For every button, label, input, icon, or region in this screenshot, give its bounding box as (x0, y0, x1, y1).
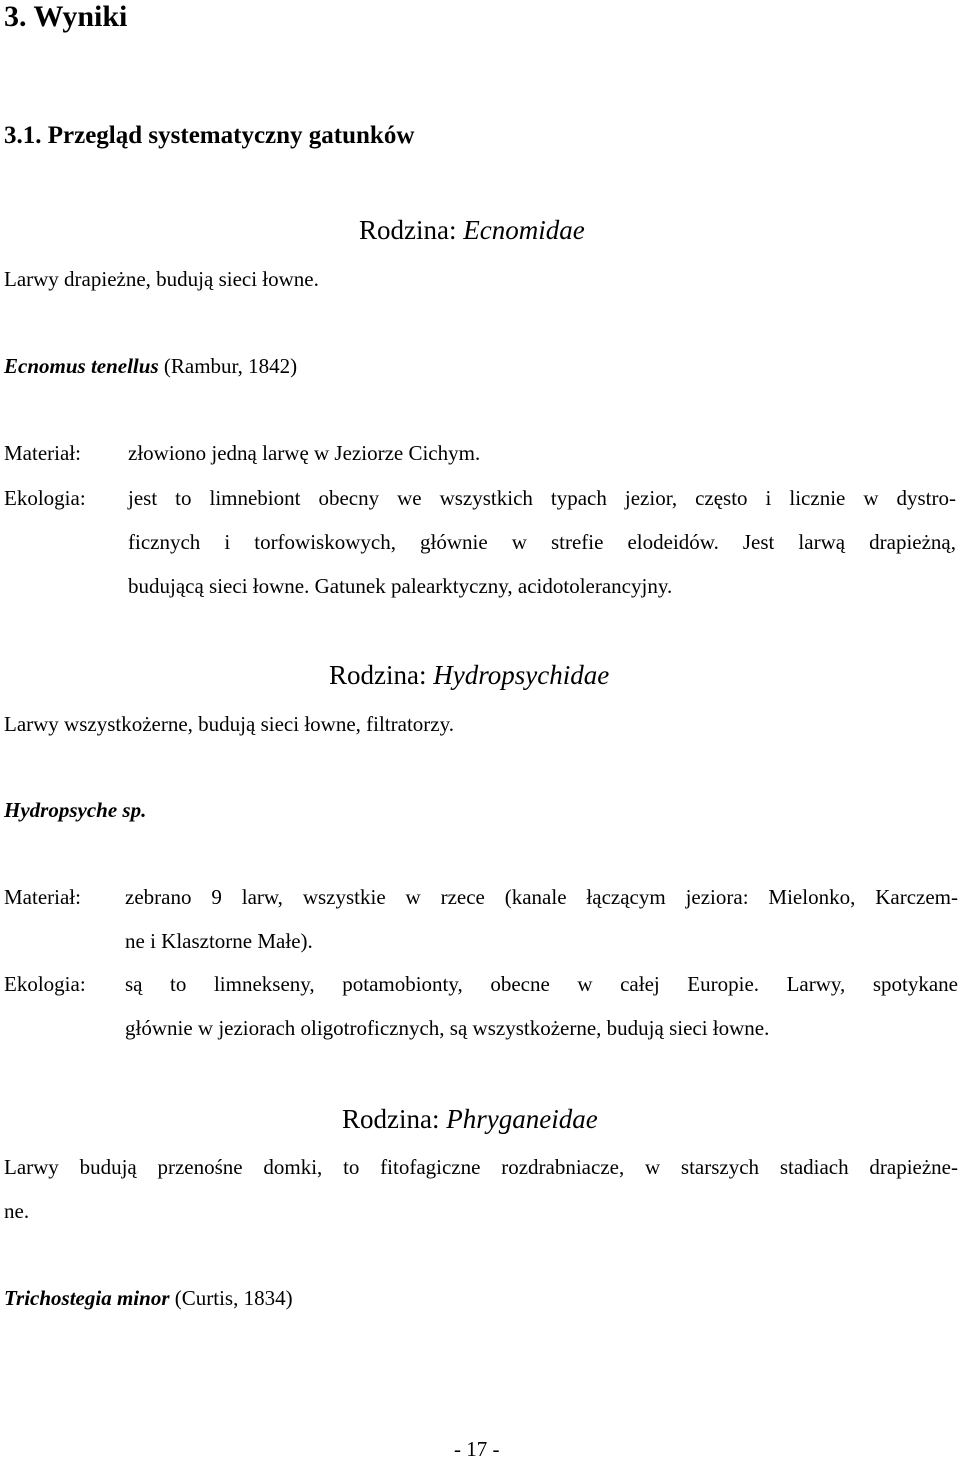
species-entry (4, 797, 146, 823)
species-entry (4, 1285, 293, 1311)
species-entry (4, 353, 297, 379)
ecology-line: jest to limnebiont obecny we wszystkich typach jezior, często i licznie w dystro- (128, 486, 956, 510)
material-label: Materiał: (4, 885, 81, 909)
family-description: Larwy wszystkożerne, budują sieci łowne, filtratorzy. (4, 712, 454, 736)
species-author: (Rambur, 1842) (158, 354, 298, 378)
material-line: zebrano 9 larw, wszystkie w rzece (kanale łączącym jeziora: Mielonko, Karczem- (125, 885, 958, 909)
species-name: Ecnomus tenellus (4, 354, 159, 378)
family-description-line: ne. (4, 1199, 30, 1223)
ecology-line: głównie w jeziorach oligotroficznych, są wszystkożerne, budują sieci łowne. (125, 1016, 770, 1040)
family-description: Larwy drapieżne, budują sieci łowne. (4, 267, 319, 291)
material-label: Materiał: (4, 441, 81, 465)
ecology-label: Ekologia: (4, 972, 86, 996)
family-heading-ecnomidae (359, 214, 585, 246)
material-line: ne i Klasztorne Małe). (125, 929, 313, 953)
page-number: - 17 - (454, 1437, 500, 1461)
ecology-line: ficznych i torfowiskowych, głównie w strefie elodeidów. Jest larwą drapieżną, (128, 530, 956, 554)
family-prefix: Rodzina: (359, 215, 464, 245)
section-heading: 3.1. Przegląd systematyczny gatunków (4, 122, 415, 149)
ecology-line: budującą sieci łowne. Gatunek palearktyczny, acidotolerancyjny. (128, 574, 673, 598)
species-author: (Curtis, 1834) (169, 1286, 293, 1310)
family-heading-hydropsychidae (329, 659, 609, 691)
species-name: Hydropsyche sp. (4, 798, 147, 822)
species-name: Trichostegia minor (4, 1286, 170, 1310)
family-prefix: Rodzina: (329, 660, 434, 690)
family-name: Hydropsychidae (433, 660, 610, 690)
family-name: Phryganeidae (446, 1104, 598, 1134)
family-description-line: Larwy budują przenośne domki, to fitofagiczne rozdrabniacze, w starszych stadiach drapieżne- (4, 1155, 958, 1179)
ecology-line: są to limnekseny, potamobionty, obecne w całej Europie. Larwy, spotykane (125, 972, 958, 996)
family-name: Ecnomidae (463, 215, 585, 245)
family-heading-phryganeidae (342, 1103, 598, 1135)
family-prefix: Rodzina: (342, 1104, 447, 1134)
chapter-heading: 3. Wyniki (4, 0, 128, 33)
ecology-label: Ekologia: (4, 486, 86, 510)
material-text: złowiono jedną larwę w Jeziorze Cichym. (128, 441, 481, 465)
